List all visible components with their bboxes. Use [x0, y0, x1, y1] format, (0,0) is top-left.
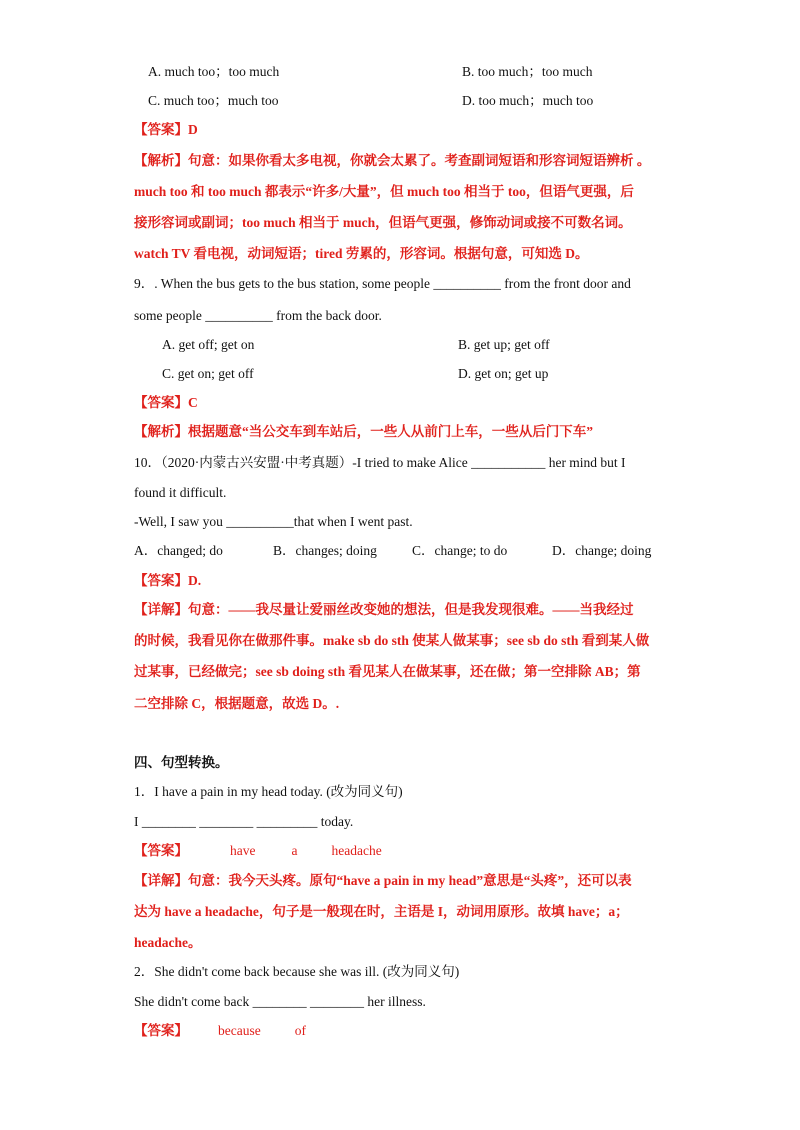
q10-answer: 【答案】D.	[134, 573, 202, 588]
s1-answer-3: headache	[331, 843, 382, 858]
q8-option-c: C. much too；much too	[148, 93, 279, 108]
s2-blank-line: She didn't come back ________ ________ her illness.	[134, 994, 426, 1009]
s1-stem: 1．I have a pain in my head today. (改为同义句)	[134, 784, 403, 799]
q9-stem-line-1: 9．. When the bus gets to the bus station, some people __________ from the front door and	[134, 276, 631, 291]
q8-analysis-line-3: 接形容词或副词；too much 相当于 much，但语气更强，修饰动词或接不可数名词。	[134, 215, 632, 230]
q10-stem-line-3: -Well, I saw you __________that when I went past.	[134, 514, 413, 529]
q10-option-a: A．changed; do	[134, 543, 223, 558]
q10-analysis-line-2: 的时候，我看见你在做那件事。make sb do sth 使某人做某事；see sb do sth 看到某人做	[134, 633, 650, 648]
q8-option-b: B. too much；too much	[462, 64, 593, 79]
s1-answer-label: 【答案】	[134, 843, 188, 858]
q8-analysis-line-1: 【解析】句意：如果你看太多电视，你就会太累了。考查副词短语和形容词短语辨析 。	[134, 153, 651, 168]
s2-stem: 2．She didn't come back because she was ill. (改为同义句)	[134, 964, 460, 979]
s1-analysis-line-3: headache。	[134, 935, 202, 950]
q8-analysis-line-4: watch TV 看电视，动词短语；tired 劳累的，形容词。根据句意，可知选 D。	[134, 246, 589, 261]
q8-analysis-line-2: much too 和 too much 都表示“许多/大量”，但 much too 相当于 too，但语气更强，后	[134, 184, 634, 199]
q9-option-d: D. get on; get up	[458, 366, 549, 381]
q10-option-b: B．changes; doing	[273, 543, 377, 558]
s2-answer-2: of	[294, 1023, 306, 1038]
q9-answer: 【答案】C	[134, 395, 198, 410]
q10-stem-line-2: found it difficult.	[134, 485, 227, 500]
q8-answer: 【答案】D	[134, 122, 198, 137]
section-heading: 四、句型转换。	[134, 755, 229, 770]
s1-analysis-line-2: 达为 have a headache，句子是一般现在时，主语是 I，动词用原形。故填 have；a；	[134, 904, 629, 919]
q9-option-c: C. get on; get off	[162, 366, 254, 381]
q9-stem-line-2: some people __________ from the back door.	[134, 308, 382, 323]
s2-answer-row	[134, 1022, 306, 1040]
q10-stem-line-1: 10．（2020·内蒙古兴安盟·中考真题）-I tried to make Alice ___________ her mind but I	[134, 455, 626, 470]
q9-option-b: B. get up; get off	[458, 337, 550, 352]
s2-answer-1: because	[218, 1023, 261, 1038]
q10-analysis-line-1: 【详解】句意：——我尽量让爱丽丝改变她的想法，但是我发现很难。——当我经过	[134, 602, 634, 617]
s1-answer-1: have	[230, 843, 256, 858]
q8-option-a: A. much too；too much	[148, 64, 280, 79]
q10-option-c: C．change; to do	[412, 543, 508, 558]
q10-option-d: D．change; doing	[552, 543, 652, 558]
s1-answer-2: a	[291, 843, 298, 858]
s1-analysis-line-1: 【详解】句意：我今天头疼。原句“have a pain in my head”意思是“头疼”，还可以表	[134, 873, 632, 888]
s2-answer-label: 【答案】	[134, 1023, 188, 1038]
q10-analysis-line-4: 二空排除 C，根据题意，故选 D。.	[134, 696, 340, 711]
q9-option-a: A. get off; get on	[162, 337, 255, 352]
s1-answer-row	[134, 842, 382, 860]
q10-analysis-line-3: 过某事，已经做完；see sb doing sth 看见某人在做某事，还在做；第一空排除 AB；第	[134, 664, 641, 679]
q8-option-d: D. too much；much too	[462, 93, 594, 108]
q9-analysis: 【解析】根据题意“当公交车到车站后，一些人从前门上车，一些从后门下车”	[134, 424, 593, 439]
s1-blank-line: I ________ ________ _________ today.	[134, 814, 354, 829]
